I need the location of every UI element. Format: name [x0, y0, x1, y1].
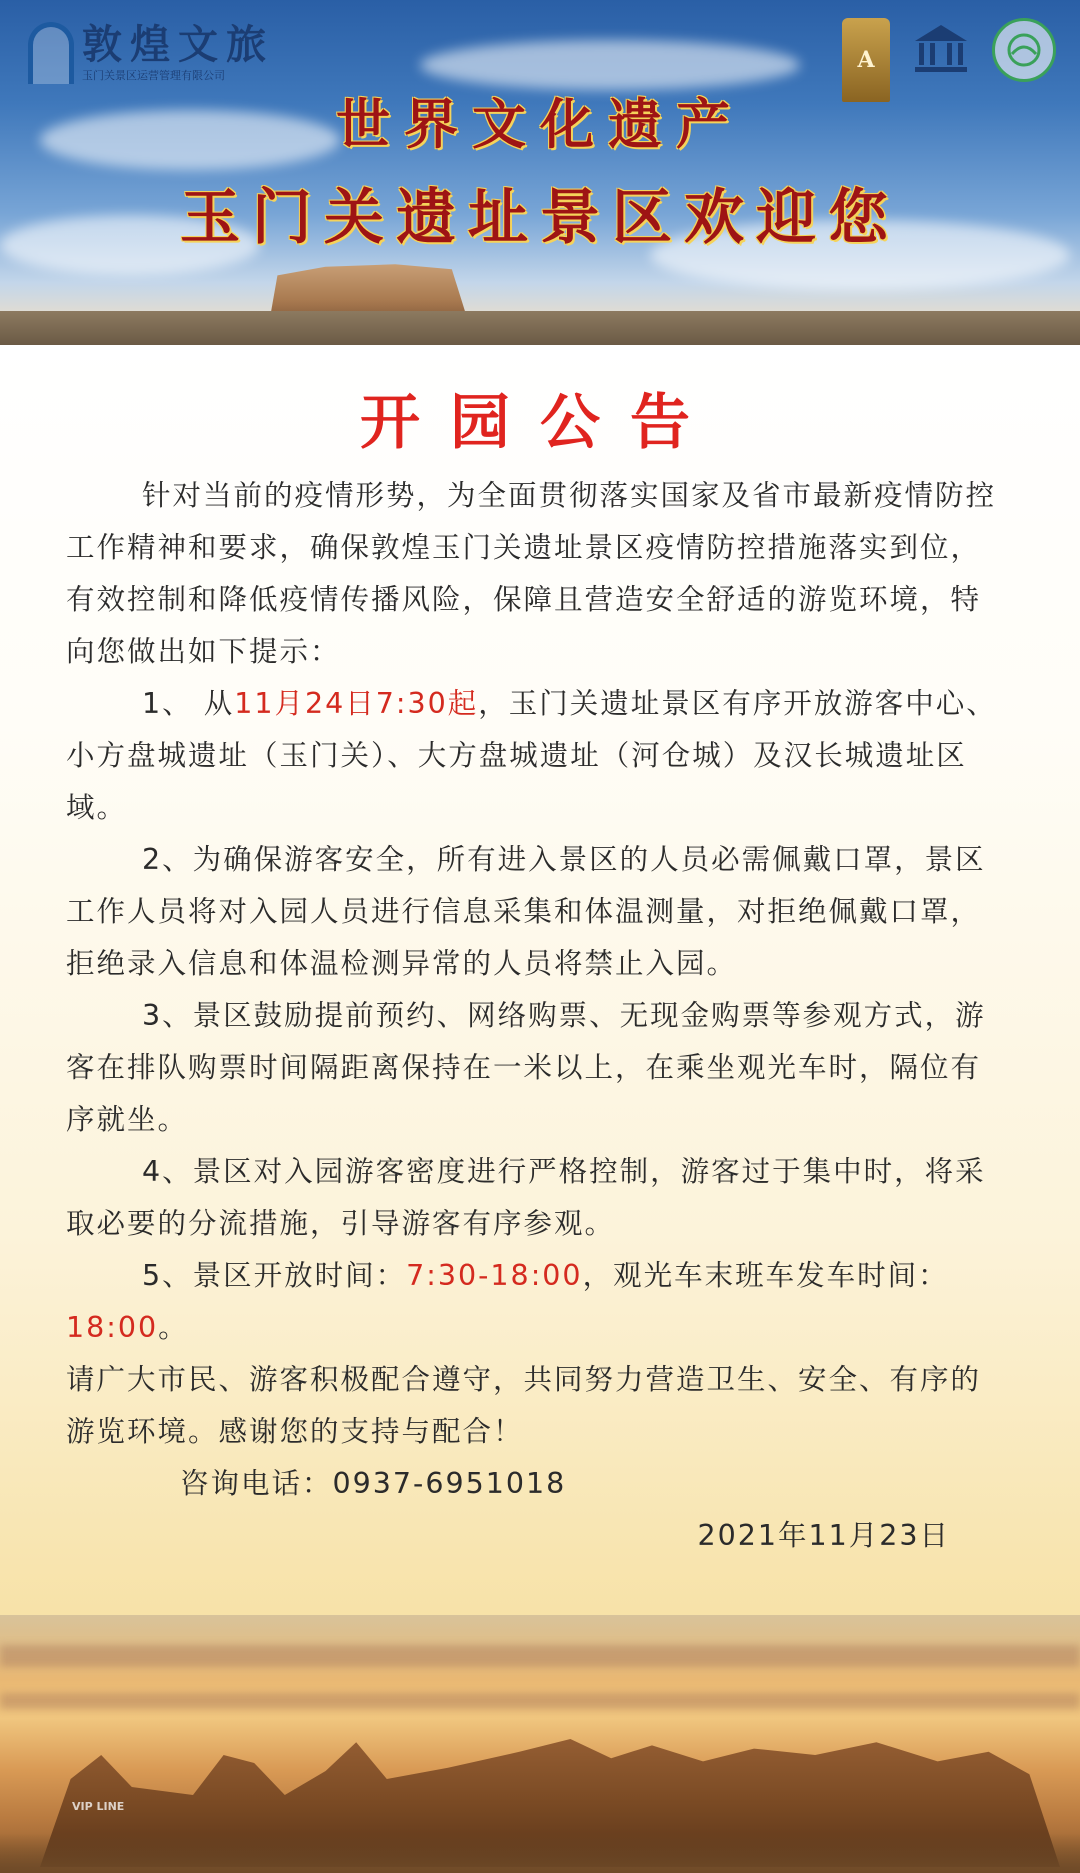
phone-number: 0937-6951018 [332, 1467, 567, 1500]
brand-logo [28, 22, 274, 84]
arch-icon [28, 22, 74, 84]
notice-item-5 [66, 1250, 1006, 1354]
item5-prefix: 5、景区开放时间： [142, 1259, 407, 1292]
notice-title: 开园公告 [360, 388, 720, 458]
desert-foreground [0, 1833, 1080, 1873]
unesco-temple-icon [910, 18, 972, 80]
heritage-site-emblem-icon [992, 18, 1056, 82]
item5-end: 。 [158, 1311, 189, 1344]
cloud-band [0, 1645, 1080, 1667]
notice-closing: 请广大市民、游客积极配合遵守，共同努力营造卫生、安全、有序的游览环境。感谢您的支持与配合！ [66, 1363, 982, 1448]
notice-content [66, 470, 1006, 1562]
cloud-band [0, 1693, 1080, 1709]
notice-item-3: 3、景区鼓励提前预约、网络购票、无现金购票等参观方式，游客在排队购票时间隔距离保持在一米以上，在乘坐观光车时，隔位有序就坐。 [66, 999, 986, 1136]
item1-suffix: ，玉门关遗址景区有序开放游客中心、小方盘城遗址（玉门关）、大方盘城遗址（河仓城）及汉长城遗址区域。 [66, 687, 997, 824]
hero-heading-welcome: 玉门关遗址景区欢迎您 [180, 183, 900, 253]
brand-title: 敦煌文旅 [82, 21, 274, 68]
opening-hours-highlight: 7:30-18:00 [406, 1259, 583, 1292]
item5-mid: ，观光车末班车发车时间： [582, 1259, 949, 1292]
footer-banner [0, 1615, 1080, 1873]
consult-phone [66, 1458, 1006, 1510]
notice-item-2: 2、为确保游客安全，所有进入景区的人员必需佩戴口罩，景区工作人员将对入园人员进行信息采集和体温测量，对拒绝佩戴口罩，拒绝录入信息和体温检测异常的人员将禁止入园。 [66, 843, 986, 980]
notice-date: 2021年11月23日 [697, 1519, 950, 1552]
desert-ground [0, 311, 1080, 345]
notice-item-1 [66, 678, 1006, 834]
brand-subtitle: 玉门关景区运营管理有限公司 [82, 69, 225, 82]
opening-time-highlight: 11月24日7:30起 [234, 687, 479, 720]
notice-intro: 针对当前的疫情形势，为全面贯彻落实国家及省市最新疫情防控工作精神和要求，确保敦煌玉门关遗址景区疫情防控措施落实到位，有效控制和降低疫情传播风险，保障且营造安全舒适的游览环境，特向您做出如下提示： [66, 479, 997, 668]
heritage-badge-icon: A [842, 18, 890, 102]
last-bus-time-highlight: 18:00 [66, 1311, 159, 1344]
watermark: VIP LINE [72, 1800, 125, 1813]
hero-heading-heritage: 世界文化遗产 [336, 92, 744, 156]
phone-label: 咨询电话： [180, 1467, 333, 1500]
header-banner [0, 0, 1080, 345]
notice-item-4: 4、景区对入园游客密度进行严格控制，游客过于集中时，将采取必要的分流措施，引导游客有序参观。 [66, 1155, 986, 1240]
item1-prefix: 1、 从 [142, 687, 235, 720]
